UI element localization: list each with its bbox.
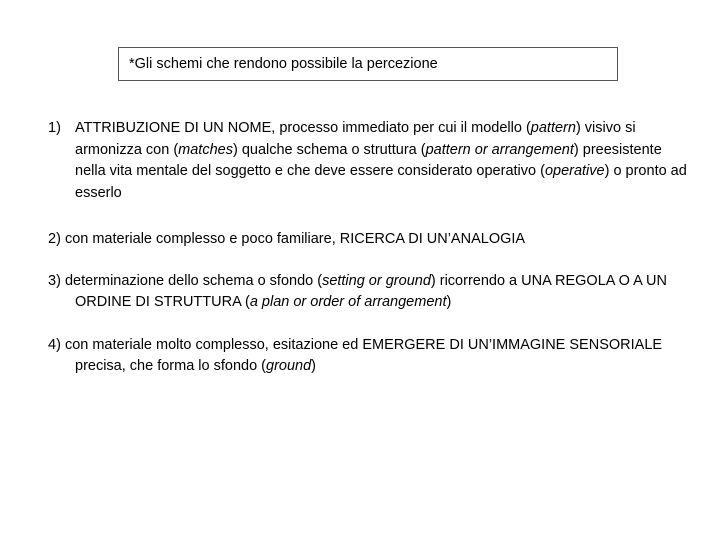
list-item-3 bbox=[48, 271, 688, 314]
item-text: ) qualche schema o struttura ( bbox=[232, 141, 426, 158]
item-term: setting or ground bbox=[322, 272, 431, 289]
item-text: ATTRIBUZIONE DI UN NOME, processo immediato per cui il modello ( bbox=[75, 120, 531, 136]
item-term: ground bbox=[266, 358, 312, 374]
title-box bbox=[118, 47, 618, 81]
item-term: pattern or arrangement bbox=[425, 141, 574, 158]
item-text: ) bbox=[311, 358, 317, 374]
item-number: 3) bbox=[48, 272, 61, 289]
item-number: 4) bbox=[48, 336, 61, 353]
item-number: 2) bbox=[48, 231, 61, 247]
item-term: matches bbox=[178, 141, 233, 158]
item-number: 1) bbox=[48, 120, 61, 136]
item-list bbox=[48, 118, 688, 378]
item-term: pattern bbox=[530, 120, 576, 136]
item-text: ) preesistente nella vita mentale del soggetto e che deve essere considerato operativo ( bbox=[75, 141, 662, 179]
item-text: ) o pronto ad esserlo bbox=[75, 163, 687, 201]
item-text: ) bbox=[446, 294, 452, 310]
item-text: determinazione dello schema o sfondo ( bbox=[64, 272, 323, 289]
item-text: ) ricorrendo a UNA REGOLA O A UN ORDINE DI STRUTTURA ( bbox=[75, 272, 668, 310]
list-item-2 bbox=[48, 229, 688, 251]
list-item-4 bbox=[48, 335, 688, 378]
item-term: operative bbox=[544, 163, 605, 179]
list-item-1 bbox=[48, 118, 688, 204]
item-text: con materiale molto complesso, esitazione ed EMERGERE DI UN’IMMAGINE SENSORIALE precisa, che forma lo sfondo ( bbox=[64, 336, 663, 374]
slide-title: *Gli schemi che rendono possibile la percezione bbox=[129, 56, 438, 72]
item-text: ) visivo si armonizza con ( bbox=[75, 120, 636, 158]
item-text: con materiale complesso e poco familiare, RICERCA DI UN’ANALOGIA bbox=[64, 231, 526, 247]
item-term: a plan or order of arrangement bbox=[249, 294, 447, 310]
